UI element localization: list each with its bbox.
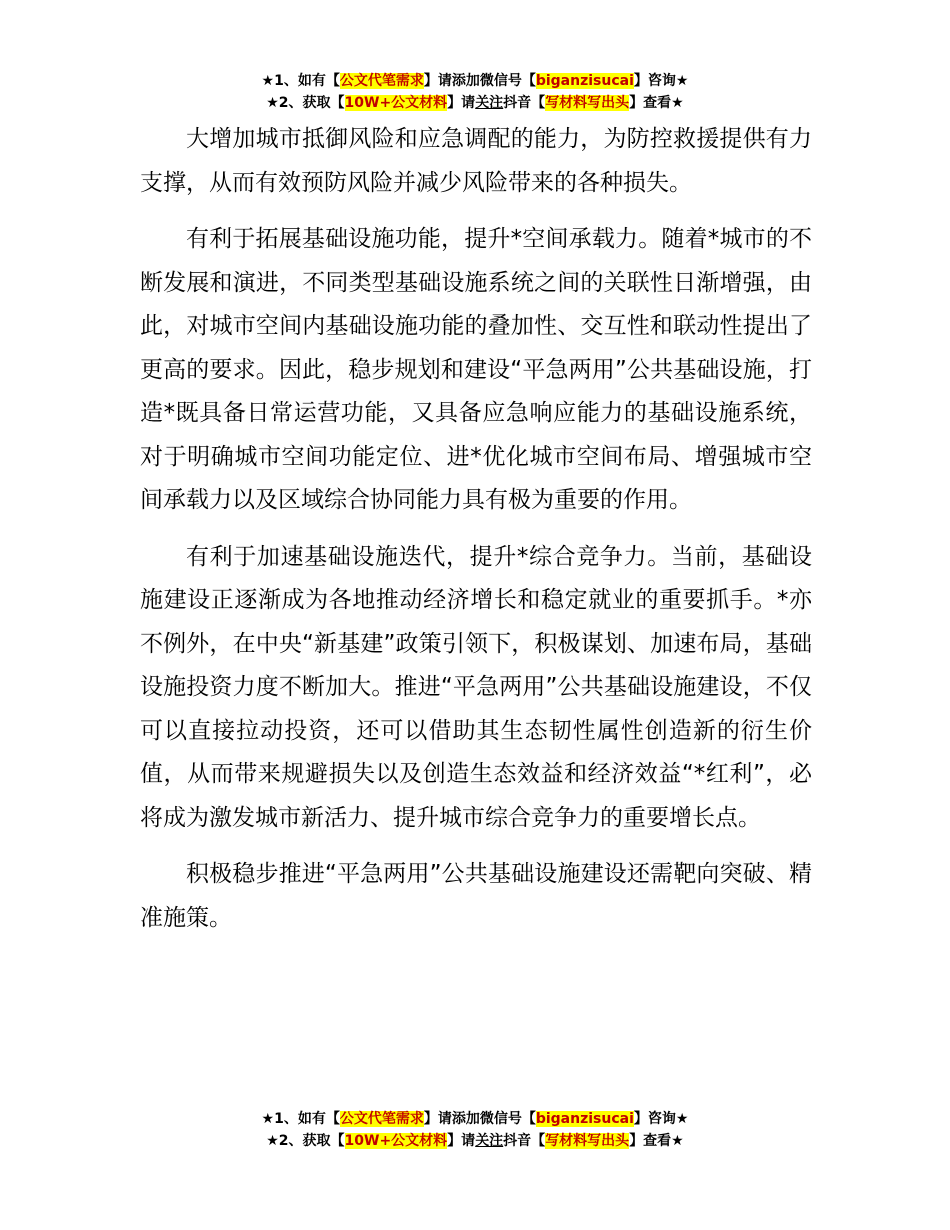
- banner-text: ★1、如有【: [261, 1111, 340, 1127]
- banner-line-2: [0, 92, 950, 114]
- header-banner: [0, 70, 950, 114]
- banner-line-2: [0, 1130, 950, 1152]
- banner-highlight: 写材料写出头: [545, 1133, 630, 1149]
- banner-text: 抖音【: [503, 1133, 546, 1149]
- banner-text: ★2、获取【: [266, 95, 345, 111]
- banner-text: 抖音【: [503, 95, 546, 111]
- banner-text: 】查看★: [629, 1133, 684, 1149]
- banner-emphasis: 添加: [451, 73, 480, 89]
- banner-text: ★1、如有【: [261, 73, 340, 89]
- banner-text: 】请: [447, 95, 476, 111]
- banner-line-1: [0, 70, 950, 92]
- banner-highlight: 10W+公文材料: [344, 95, 448, 111]
- paragraph-1: 大增加城市抵御风险和应急调配的能力，为防控救援提供有力支撑，从而有效预防风险并减少风险带来的各种损失。: [140, 126, 812, 196]
- banner-text: 】请: [447, 1133, 476, 1149]
- banner-emphasis: 关注: [475, 1133, 504, 1149]
- banner-text: 微信号【: [479, 1111, 536, 1127]
- banner-highlight: biganzisucai: [535, 73, 634, 89]
- banner-emphasis: 添加: [451, 1111, 480, 1127]
- banner-highlight: 公文代笔需求: [339, 73, 424, 89]
- banner-highlight: 公文代笔需求: [339, 1111, 424, 1127]
- banner-emphasis: 关注: [475, 95, 504, 111]
- banner-text: 】咨询★: [633, 73, 689, 89]
- banner-text: 】查看★: [629, 95, 684, 111]
- paragraph-3: 有利于加速基础设施迭代，提升*综合竞争力。当前，基础设施建设正逐渐成为各地推动经济增长和稳定就业的重要抓手。*亦不例外，在中央“新基建”政策引领下，积极谋划、加速布局，基础设施投资力度不断加大。推进“平急两用”公共基础设施建设，不仅可以直接拉动投资，还可以借助其生态韧性属性创造新的衍生价值，从而带来规避损失以及创造生态效益和经济效益“*红利”，必将成为激发城市新活力、提升城市综合竞争力的重要增长点。: [140, 543, 812, 831]
- paragraph-2: 有利于拓展基础设施功能，提升*空间承载力。随着*城市的不断发展和演进，不同类型基础设施系统之间的关联性日渐增强，由此，对城市空间内基础设施功能的叠加性、交互性和联动性提出了更高的要求。因此，稳步规划和建设“平急两用”公共基础设施，打造*既具备日常运营功能，又具备应急响应能力的基础设施系统，对于明确城市空间功能定位、进*优化城市空间布局、增强城市空间承载力以及区域综合协同能力具有极为重要的作用。: [140, 226, 812, 513]
- banner-text: 】请: [423, 1111, 452, 1127]
- footer-banner: [0, 1108, 950, 1152]
- banner-line-1: [0, 1108, 950, 1130]
- banner-text: 微信号【: [479, 73, 536, 89]
- banner-text: ★2、获取【: [266, 1133, 345, 1149]
- banner-highlight: 写材料写出头: [545, 95, 630, 111]
- paragraph-4: 积极稳步推进“平急两用”公共基础设施建设还需靶向突破、精准施策。: [140, 861, 812, 931]
- banner-text: 】请: [423, 73, 452, 89]
- banner-highlight: 10W+公文材料: [344, 1133, 448, 1149]
- document-body: [140, 118, 812, 953]
- banner-highlight: biganzisucai: [535, 1111, 634, 1127]
- banner-text: 】咨询★: [633, 1111, 689, 1127]
